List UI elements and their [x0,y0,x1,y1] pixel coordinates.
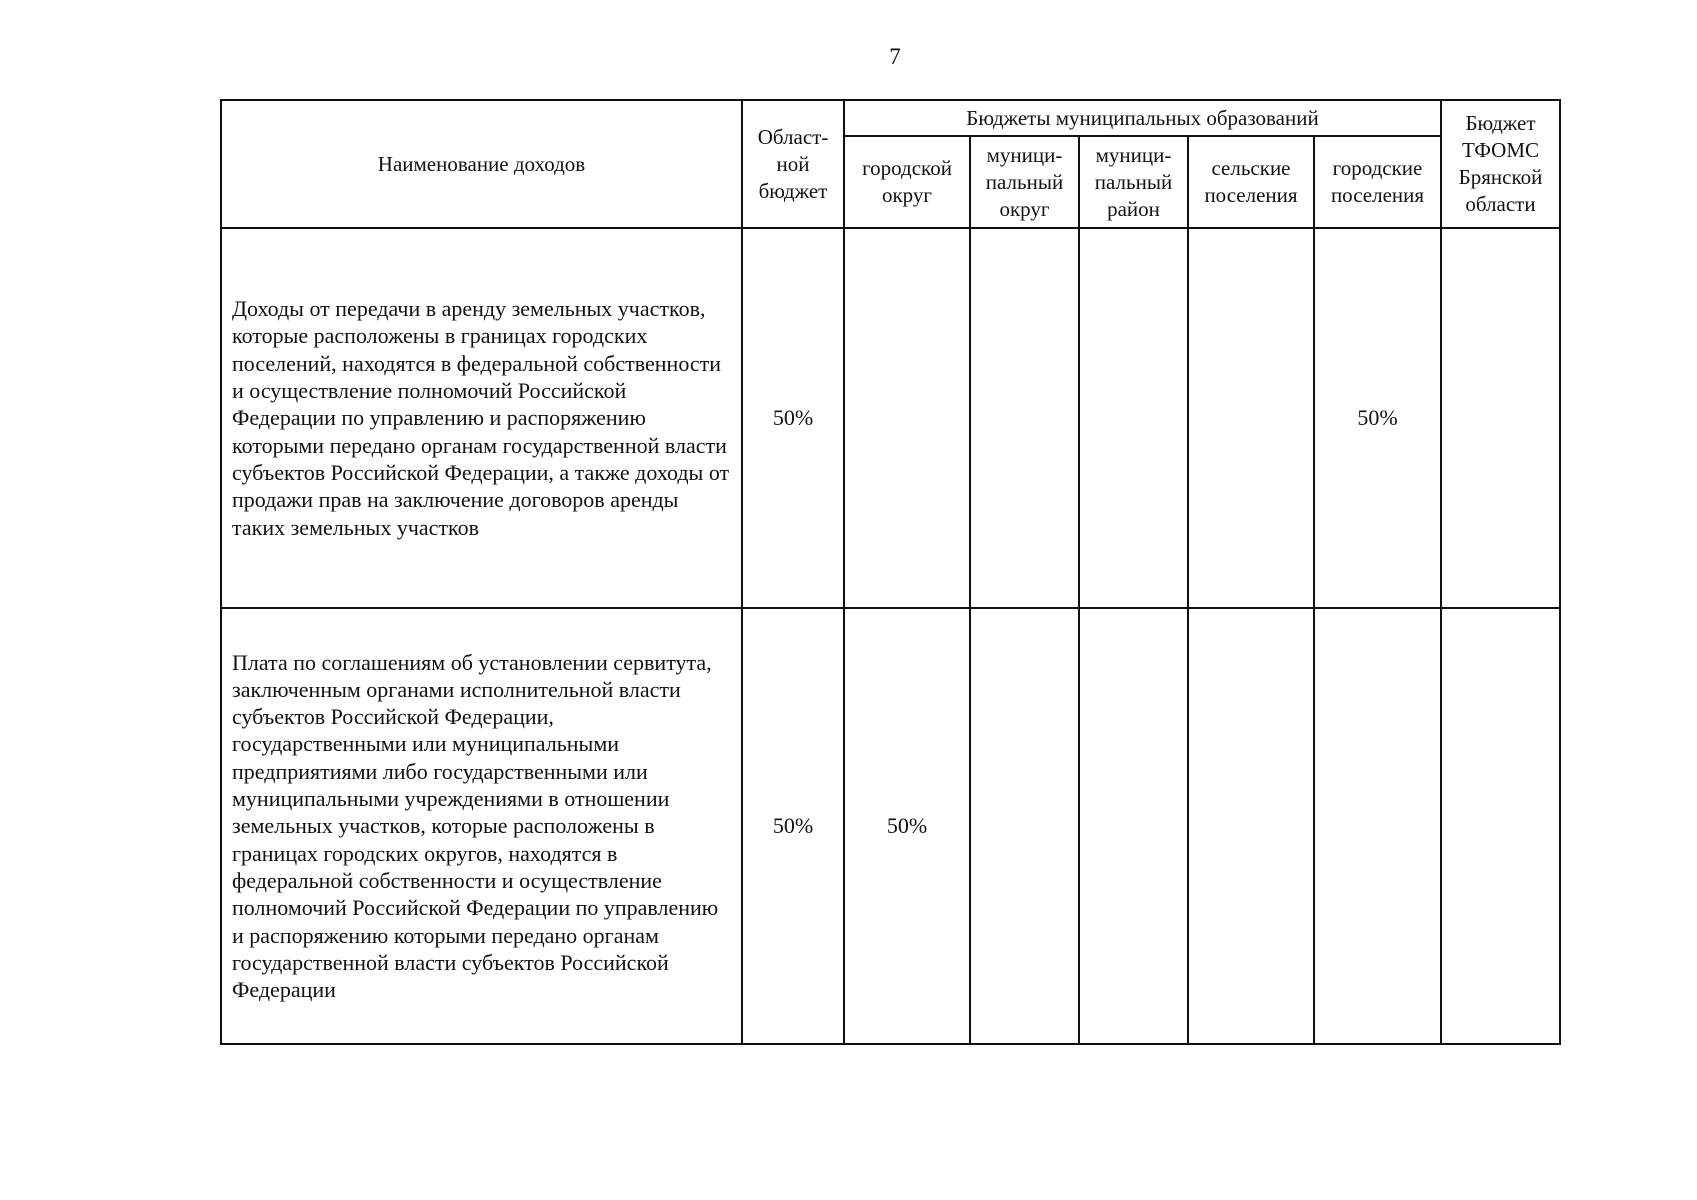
rural-settlements-share-cell [1188,228,1314,608]
header-municipal-okrug: муници- пальный округ [970,136,1079,228]
tfoms-share-cell [1441,228,1560,608]
header-urban-settlements: городские поселения [1314,136,1441,228]
regional-share-cell: 50% [742,228,844,608]
tfoms-share-cell [1441,608,1560,1044]
header-revenue-name: Наименование доходов [221,100,742,228]
header-municipal-raion: муници- пальный район [1079,136,1188,228]
rural-settlements-share-cell [1188,608,1314,1044]
municipal-raion-share-cell [1079,608,1188,1044]
city-district-share-cell [844,228,970,608]
regional-share-cell: 50% [742,608,844,1044]
revenue-name-cell: Плата по соглашениям об установлении сервитута, заключенным органами исполнительной власти субъектов Российской Федерации, государственными или муниципальными предприятиями либо государственными или муниципальными учреждениями в отношении земельных участков, которые расположены в границах городских округов, находятся в федеральной собственности и осуществление полномочий Российской Федерации по управлению и распоряжению которыми передано органам государственной власти субъектов Российской Федерации [221,608,742,1044]
header-rural-settlements: сельские поселения [1188,136,1314,228]
municipal-okrug-share-cell [970,608,1079,1044]
revenue-name-cell: Доходы от передачи в аренду земельных участков, которые расположены в границах городских поселений, находятся в федеральной собственности и осуществление полномочий Российской Федерации по управлению и распоряжению которыми передано органам государственной власти субъектов Российской Федерации, а также доходы от продажи прав на заключение договоров аренды таких земельных участков [221,228,742,608]
header-city-district: городской округ [844,136,970,228]
urban-settlements-share-cell [1314,608,1441,1044]
city-district-share-cell: 50% [844,608,970,1044]
page-number: 7 [889,44,901,69]
urban-settlements-share-cell: 50% [1314,228,1441,608]
municipal-okrug-share-cell [970,228,1079,608]
header-tfoms-budget: Бюджет ТФОМС Брянской области [1441,100,1560,228]
header-municipal-budgets: Бюджеты муниципальных образований [844,100,1441,136]
table-row [221,608,1560,1044]
revenue-distribution-table [220,99,1561,1045]
header-regional-budget: Област- ной бюджет [742,100,844,228]
municipal-raion-share-cell [1079,228,1188,608]
table-row [221,228,1560,608]
